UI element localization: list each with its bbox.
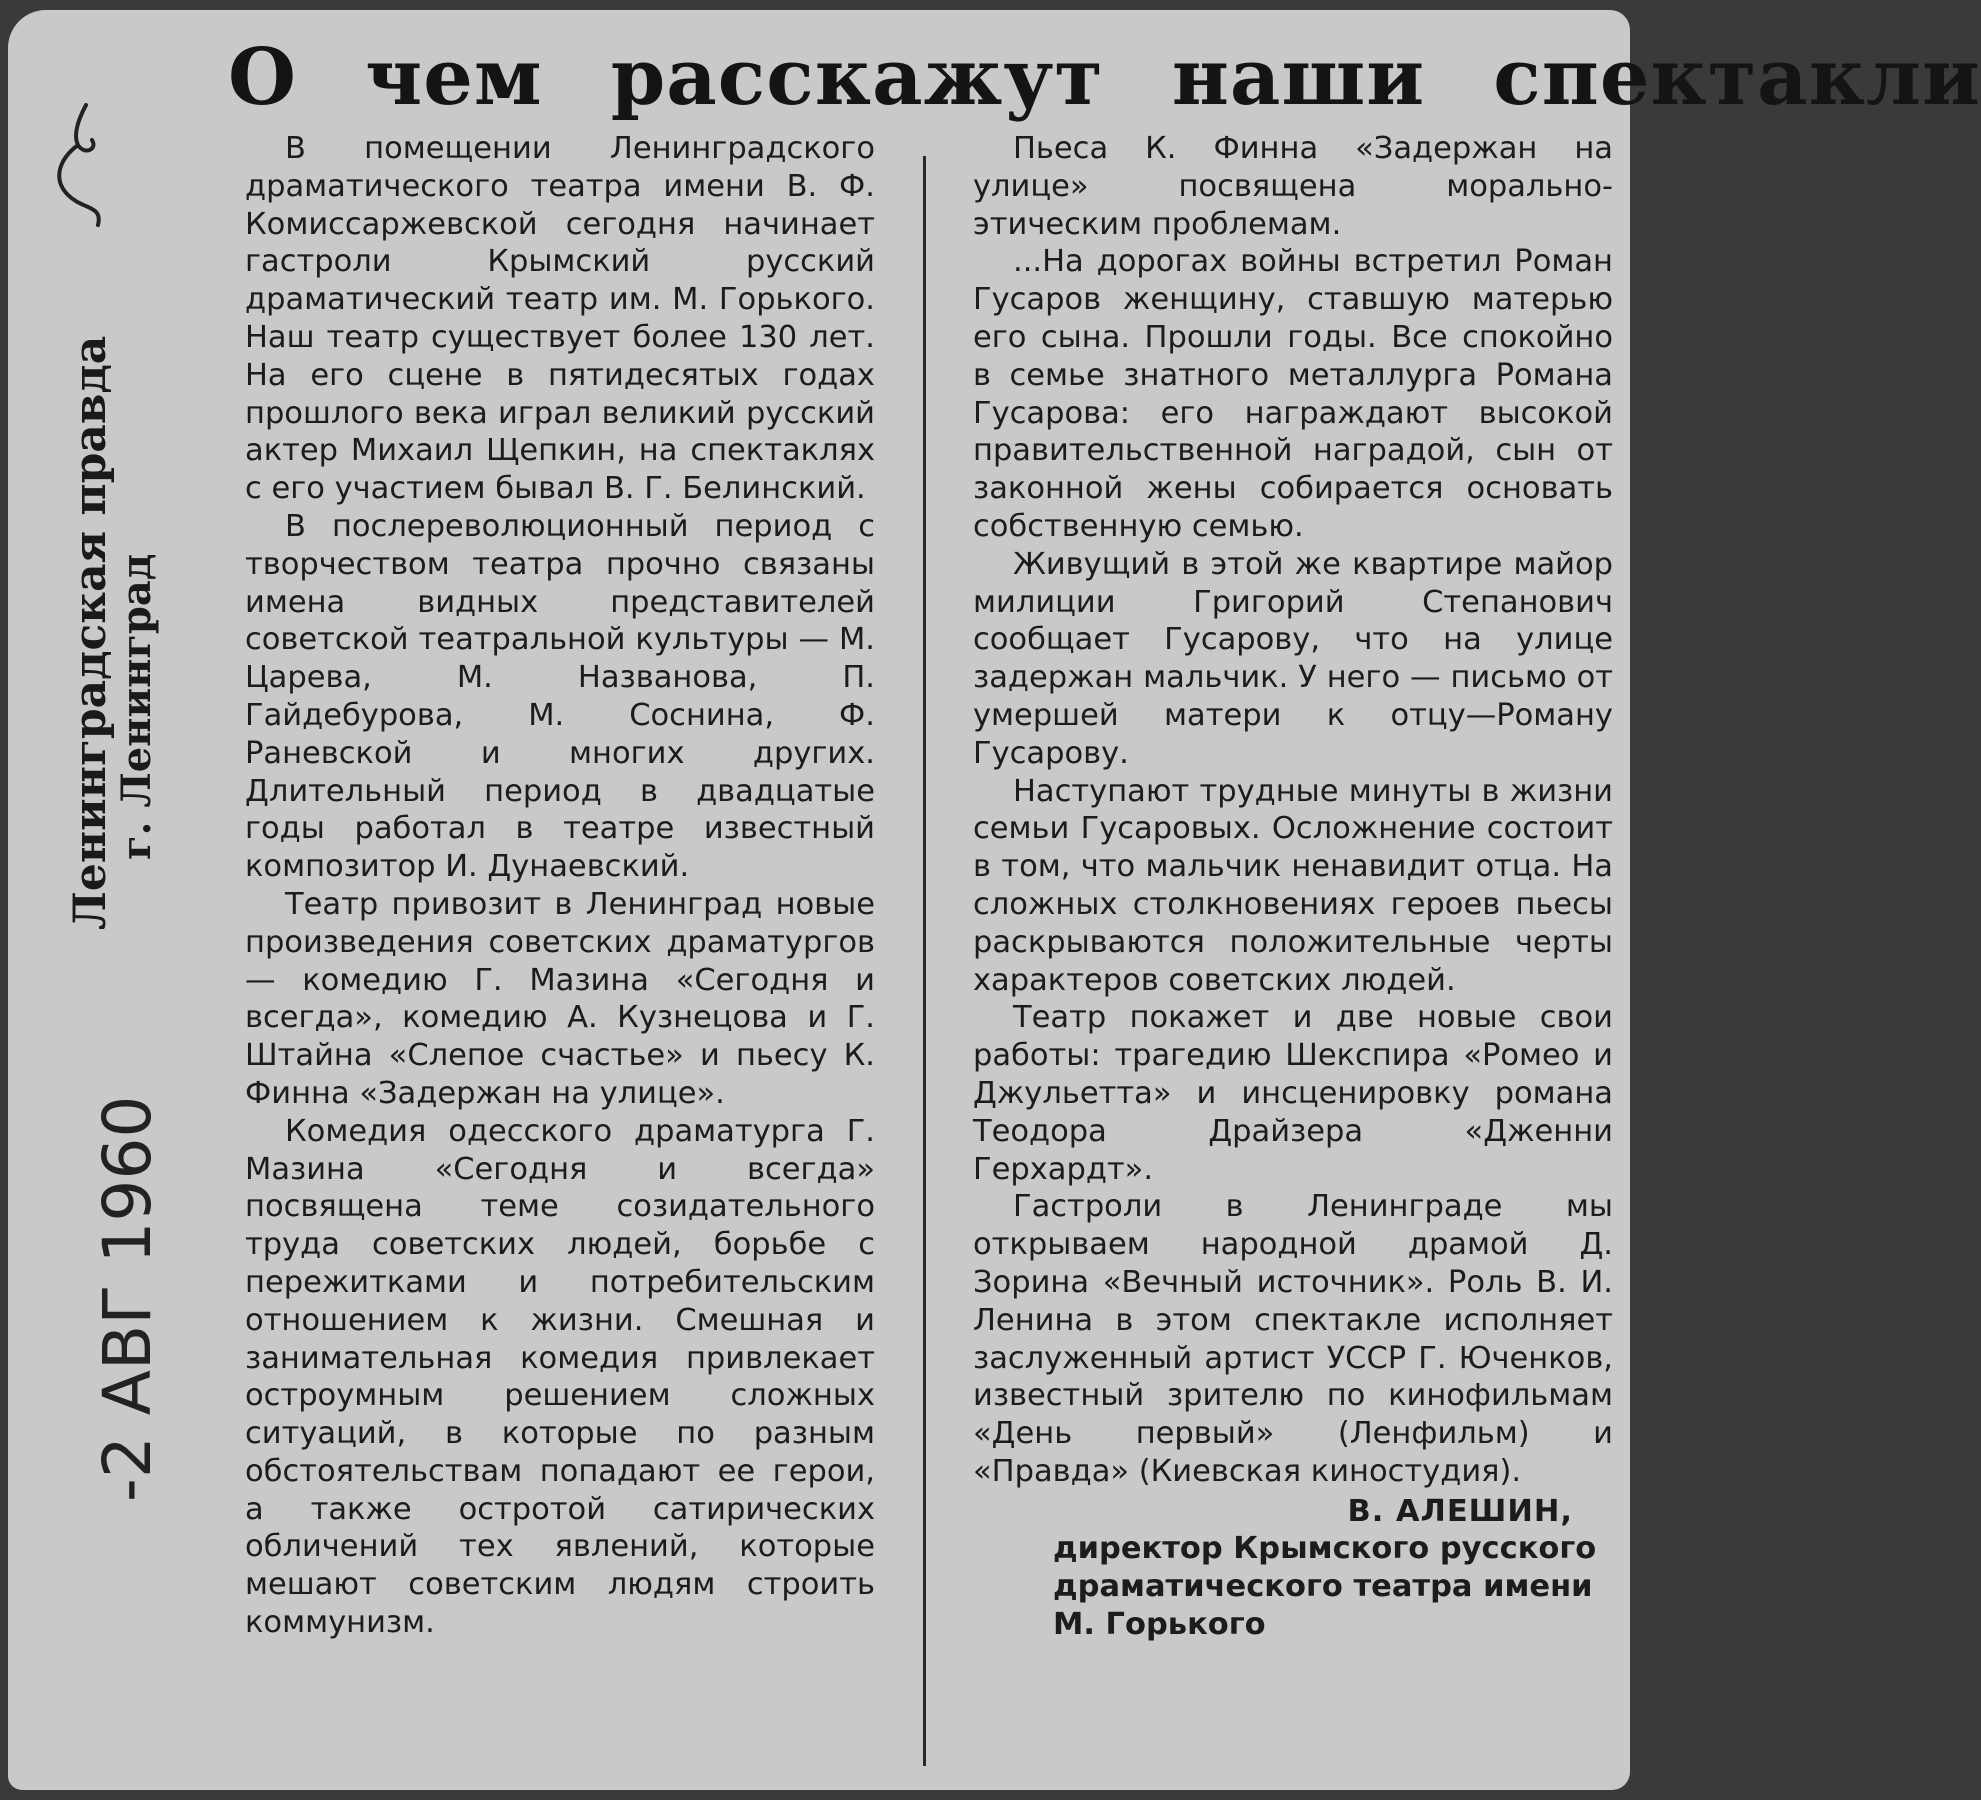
paragraph: Пьеса К. Финна «Задержан на улице» посвящена морально-этическим проблемам.: [973, 131, 1613, 242]
left-column: [245, 130, 875, 1642]
right-column: [973, 130, 1613, 1644]
paragraph: Наступают трудные минуты в жизни семьи Гусаровых. Осложнение состоит в том, что мальчик ненавидит отца. На сложных столкновениях героев пьесы раскрываются положительные черты характеров советских людей.: [973, 773, 1613, 998]
date-stamp: -2 АВГ 1960: [89, 1095, 166, 1502]
author-name: В. АЛЕШИН,: [1347, 1493, 1573, 1529]
column-divider: [923, 156, 926, 1766]
paragraph: Живущий в этой же квартире майор милиции Григорий Степанович сообщает Гусарову, что на улице задержан мальчик. У него — письмо от умершей матери к отцу—Роману Гусарову.: [973, 546, 1613, 771]
source-name: Ленинградская правда: [65, 335, 116, 930]
paragraph: В помещении Ленинградского драматического театра имени В. Ф. Комиссаржевской сегодня начинает гастроли Крымский русский драматический театр им. М. Горького. Наш театр существует более 130 лет. На его сцене в пятидесятых годах прошлого века играл великий русский актер Михаил Щепкин, на спектаклях с его участием бывал В. Г. Белинский.: [245, 131, 875, 507]
paragraph: Театр привозит в Ленинград новые произведения советских драматургов — комедию Г. Мазина «Сегодня и всегда», комедию А. Кузнецова и Г. Штайна «Слепое счастье» и пьесу К. Финна «Задержан на улице».: [245, 886, 875, 1111]
newspaper-source-stamp: [65, 335, 160, 930]
headline: О чем расскажут наши спектакли: [228, 32, 1981, 123]
paragraph: В послереволюционный период с творчеством театра прочно связаны имена видных представителей советской театральной культуры — М. Царева, М. Названова, П. Гайдебурова, М. Соснина, Ф. Раневской и многих других. Длительный период в двадцатые годы работал в театре известный композитор И. Дунаевский.: [245, 508, 875, 885]
newspaper-clipping: [8, 10, 1981, 1790]
pencil-mark-icon: [48, 100, 118, 230]
author-title: директор Крымского русского драматического театра имени М. Горького: [1053, 1531, 1597, 1643]
source-city: г. Ленинград: [113, 553, 160, 860]
paragraph: Театр покажет и две новые свои работы: трагедию Шекспира «Ромео и Джульетта» и инсценировку романа Теодора Драйзера «Дженни Герхардт».: [973, 1000, 1613, 1187]
paragraph: Комедия одесского драматурга Г. Мазина «Сегодня и всегда» посвящена теме созидательного труда советских людей, борьбе с пережитками и потребительским отношением к жизни. Смешная и занимательная комедия привлекает остроумным решением сложных ситуаций, в которые по разным обстоятельствам попадают ее герои, а также остротой сатирических обличений тех явлений, которые мешают советским людям строить коммунизм.: [245, 1113, 875, 1641]
paragraph: ...На дорогах войны встретил Роман Гусаров женщину, ставшую матерью его сына. Прошли годы. Все спокойно в семье знатного металлурга Романа Гусарова: его награждают высокой правительственной наградой, сын от законной жены собирается основать собственную семью.: [973, 244, 1613, 544]
paragraph: Гастроли в Ленинграде мы открываем народной драмой Д. Зорина «Вечный источник». Роль В. И. Ленина в этом спектакле исполняет заслуженный артист УССР Г. Юченков, известный зрителю по кинофильмам «День первый» (Ленфильм) и «Правда» (Киевская киностудия).: [973, 1189, 1613, 1489]
